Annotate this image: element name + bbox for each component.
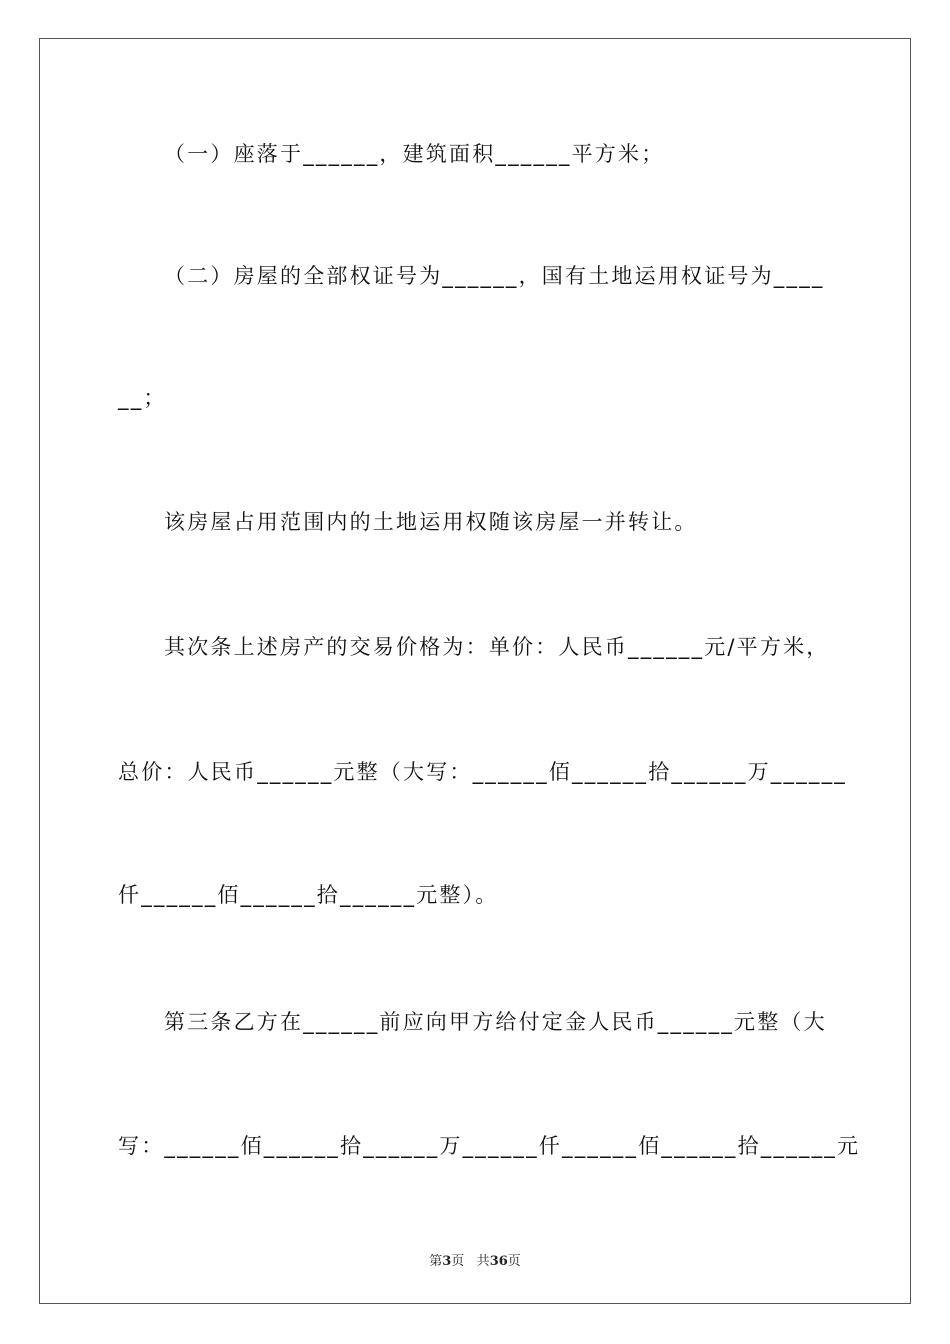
footer-total-prefix: 共 bbox=[476, 1254, 490, 1269]
paragraph-line-1: （一）座落于______，建筑面积______平方米； bbox=[164, 142, 665, 166]
paragraph-line-2: （二）房屋的全部权证号为______，国有土地运用权证号为____ bbox=[164, 264, 825, 288]
page-footer bbox=[0, 1250, 950, 1269]
paragraph-line-3: __； bbox=[118, 386, 167, 410]
paragraph-line-7: 仟______佰______拾______元整）。 bbox=[118, 883, 499, 907]
footer-total-suffix: 页 bbox=[507, 1254, 521, 1269]
page-border bbox=[39, 38, 911, 1304]
paragraph-line-8: 第三条乙方在______前应向甲方给付定金人民币______元整（大 bbox=[164, 1010, 827, 1034]
paragraph-line-5: 其次条上述房产的交易价格为：单价：人民币______元/平方米， bbox=[164, 635, 830, 659]
paragraph-line-9: 写：______佰______拾______万______仟______佰______拾______元 bbox=[118, 1134, 861, 1158]
footer-page-suffix: 页 bbox=[451, 1254, 465, 1269]
footer-total-pages: 36 bbox=[489, 1254, 508, 1269]
paragraph-line-6: 总价：人民币______元整（大写：______佰______拾______万______ bbox=[118, 760, 847, 784]
paragraph-line-4: 该房屋占用范围内的土地运用权随该房屋一并转让。 bbox=[164, 510, 698, 534]
footer-prefix: 第 bbox=[429, 1254, 443, 1269]
footer-current-page: 3 bbox=[442, 1254, 452, 1269]
